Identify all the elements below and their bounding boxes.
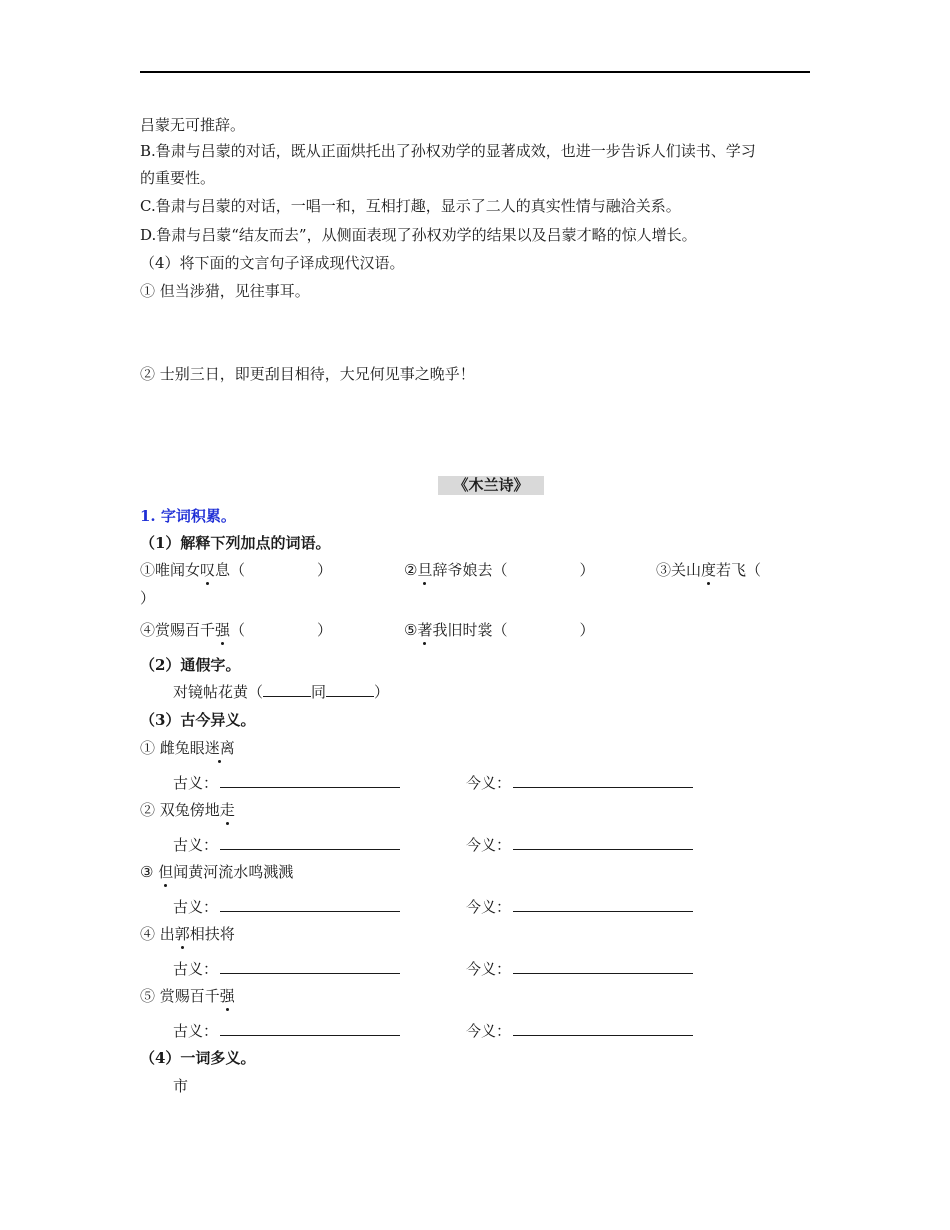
dotted-word: 郭: [174, 925, 190, 943]
sentence-2: ② 士别三日，即更刮目相待，大兄何见事之晚乎！: [140, 365, 475, 383]
q1-item-c: ③关山度若飞（: [656, 561, 762, 579]
option-d: D.鲁肃与吕蒙“结友而去”，从侧面表现了孙权劝学的结果以及吕蒙才略的惊人增长。: [140, 226, 697, 244]
header-rule: [140, 71, 810, 73]
q1-item-d: ④赏赐百千强（ ）: [140, 621, 333, 639]
dotted-word: 走: [219, 801, 235, 819]
gu-label: 古义：: [173, 1020, 400, 1041]
q2-item: 对镜帖花黄（ 同 ）: [173, 683, 390, 701]
jin-label: 今义：: [466, 896, 693, 917]
question-1: （1）解释下列加点的词语。: [140, 534, 331, 552]
q3-item-1: ① 雌兔眼迷离: [140, 739, 235, 757]
q1-item-a: ①唯闻女叹息（ ）: [140, 561, 333, 579]
dotted-word: 强: [215, 621, 231, 639]
dotted-word: 迷离: [204, 739, 235, 757]
gu-label: 古义：: [173, 958, 400, 979]
q3-item-4: ④ 出郭相扶将: [140, 925, 235, 943]
dotted-word: 但: [158, 863, 174, 881]
q1-item-b: ②旦辞爷娘去（ ）: [404, 561, 595, 579]
section-title: 《木兰诗》: [438, 476, 544, 495]
gu-label: 古义：: [173, 834, 400, 855]
blank[interactable]: [326, 682, 374, 697]
question-2: （2）通假字。: [140, 656, 241, 674]
gu-label: 古义：: [173, 772, 400, 793]
option-b-line1: B.鲁肃与吕蒙的对话，既从正面烘托出了孙权劝学的显著成效，也进一步告诉人们读书、学习: [140, 142, 756, 160]
answer-blank[interactable]: [513, 834, 693, 850]
answer-blank[interactable]: [220, 896, 400, 912]
jin-label: 今义：: [466, 1020, 693, 1041]
polysemy-word: 市: [173, 1077, 189, 1095]
dotted-word: 度: [701, 561, 717, 579]
q1-item-e: ⑤著我旧时裳（ ）: [404, 621, 595, 639]
dotted-word: 叹: [200, 561, 216, 579]
answer-blank[interactable]: [513, 1020, 693, 1036]
blank[interactable]: [263, 682, 311, 697]
answer-blank[interactable]: [220, 834, 400, 850]
option-b-line2: 的重要性。: [140, 169, 216, 187]
answer-blank[interactable]: [220, 772, 400, 788]
question-4: （4）将下面的文言句子译成现代汉语。: [140, 254, 405, 272]
question-3: （3）古今异义。: [140, 711, 256, 729]
answer-blank[interactable]: [220, 1020, 400, 1036]
answer-blank[interactable]: [513, 958, 693, 974]
jin-label: 今义：: [466, 772, 693, 793]
q3-item-5: ⑤ 赏赐百千强: [140, 987, 235, 1005]
answer-blank[interactable]: [513, 896, 693, 912]
dotted-word: 强: [219, 987, 235, 1005]
text-line: 吕蒙无可推辞。: [140, 116, 246, 134]
jin-label: 今义：: [466, 958, 693, 979]
dotted-word: 旦: [417, 561, 433, 579]
answer-blank[interactable]: [220, 958, 400, 974]
section-heading: 1. 字词积累。: [140, 507, 236, 525]
q1-item-c-close: ）: [140, 589, 156, 607]
option-c: C.鲁肃与吕蒙的对话，一唱一和，互相打趣，显示了二人的真实性情与融洽关系。: [140, 197, 681, 215]
gu-label: 古义：: [173, 896, 400, 917]
jin-label: 今义：: [466, 834, 693, 855]
answer-blank[interactable]: [513, 772, 693, 788]
q3-item-2: ② 双兔傍地走: [140, 801, 235, 819]
dotted-word: 著: [417, 621, 433, 639]
question-4-polysemy: （4）一词多义。: [140, 1049, 256, 1067]
sentence-1: ① 但当涉猎，见往事耳。: [140, 282, 310, 300]
q3-item-3: ③ 但闻黄河流水鸣溅溅: [140, 863, 294, 881]
